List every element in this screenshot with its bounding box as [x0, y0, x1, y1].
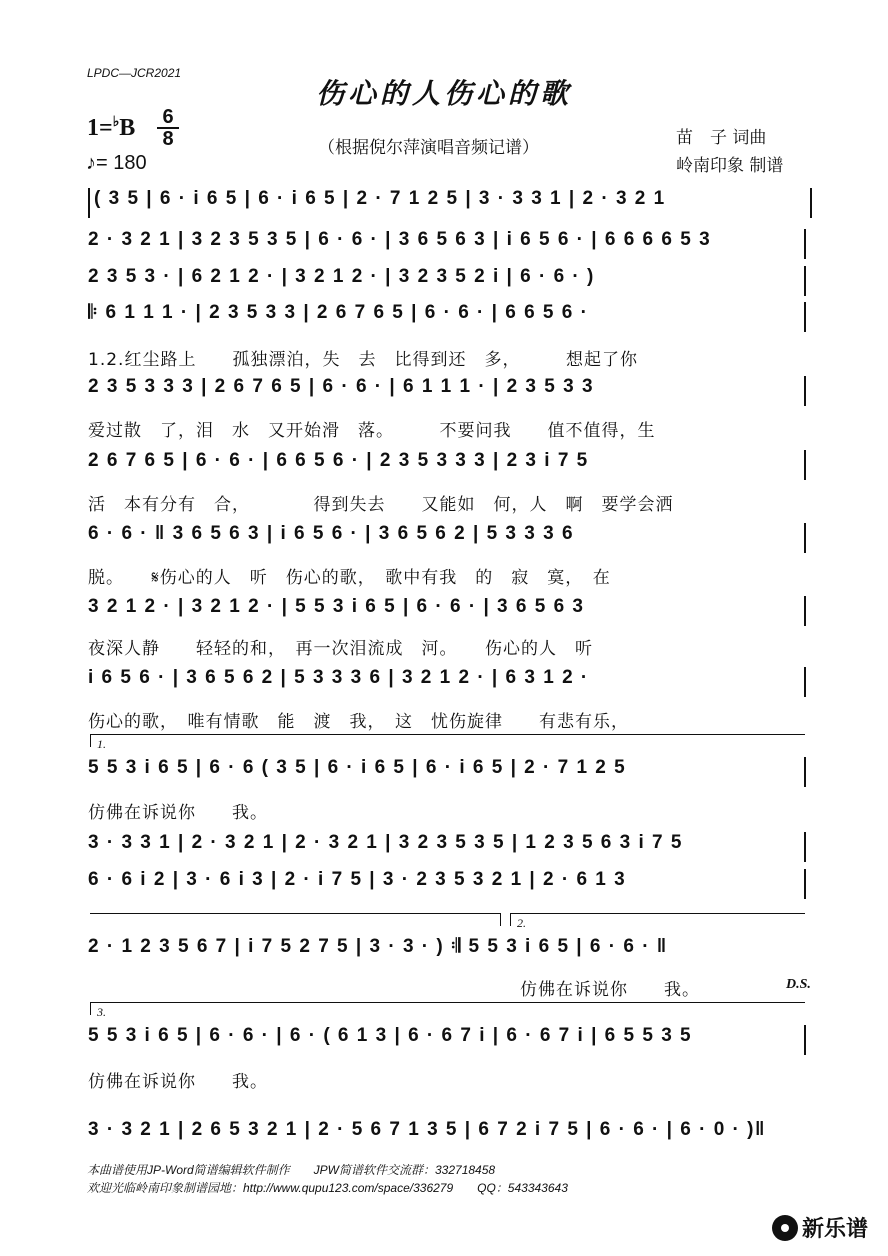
key-prefix: 1= — [87, 115, 113, 141]
volta-bracket-1-end — [90, 913, 501, 926]
lyric-line-7: 仿佛在诉说你 我。 — [88, 803, 268, 823]
notation-line-12: 6 · 6 i 2 | 3 · 6 i 3 | 2 · i 7 5 | 3 · 2 3 5 3 2 1 | 2 · 6 1 3 — [88, 869, 806, 899]
notation-line-4: 𝄆 6 1 1 1 · | 2 3 5 3 3 | 2 6 7 6 5 | 6 · 6 · | 6 6 5 6 · — [88, 302, 806, 332]
arranger-credit: 岭南印象 制谱 — [676, 156, 784, 176]
volta-bracket-3 — [90, 1002, 805, 1019]
volta-label-1: 1. — [97, 737, 106, 751]
lyric-line-5: 夜深人静 轻轻的和， 再一次泪流成 河。 伤心的人 听 — [88, 639, 593, 659]
volta-bracket-1 — [90, 734, 805, 751]
notation-line-11: 3 · 3 3 1 | 2 · 3 2 1 | 2 · 3 2 1 | 3 2 3 5 3 5 | 1 2 3 5 6 3 i 7 5 — [88, 832, 806, 862]
tempo-marking: ♪= 180 — [86, 152, 147, 174]
lyric-line-9: 仿佛在诉说你 我。 — [88, 1072, 268, 1092]
notation-line-13: 2 · 1 2 3 5 6 7 | i 7 5 2 7 5 | 3 · 3 · ) 𝄇 5 5 3 i 6 5 | 6 · 6 · ‖ — [88, 936, 668, 957]
volta-label-3: 3. — [97, 1005, 106, 1019]
notation-line-7: 6 · 6 · ‖ 3 6 5 6 3 | i 6 5 6 · | 3 6 5 6 2 | 5 3 3 3 6 — [88, 523, 806, 553]
time-signature — [157, 108, 179, 148]
flat-sign: ♭ — [112, 115, 120, 130]
score-code: LPDC—JCR2021 — [87, 66, 182, 80]
dal-segno-mark: D.S. — [786, 977, 811, 992]
brand-logo — [772, 1212, 868, 1243]
notation-line-15: 3 · 3 2 1 | 2 6 5 3 2 1 | 2 · 5 6 7 1 3 5 | 6 7 2 i 7 5 | 6 · 6 · | 6 · 0 · )‖ — [88, 1119, 766, 1140]
notation-line-9: i 6 5 6 · | 3 6 5 6 2 | 5 3 3 3 6 | 3 2 1 2 · | 6 3 1 2 · — [88, 667, 806, 697]
notation-line-10: 5 5 3 i 6 5 | 6 · 6 ( 3 5 | 6 · i 6 5 | 6 · i 6 5 | 2 · 7 1 2 5 — [88, 757, 806, 787]
footer-website-note: 欢迎光临岭南印象制谱园地：http://www.qupu123.com/space/336279 QQ：543343643 — [87, 1181, 568, 1195]
footer-software-note: 本曲谱使用JP-Word简谱编辑软件制作 JPW简谱软件交流群：332718458 — [87, 1163, 496, 1177]
key-signature — [87, 114, 135, 142]
meter-top: 6 — [162, 106, 174, 128]
meter-bottom: 8 — [162, 128, 174, 150]
brand-name: 新乐谱 — [802, 1217, 869, 1242]
notation-line-14: 5 5 3 i 6 5 | 6 · 6 · | 6 · ( 6 1 3 | 6 · 6 7 i | 6 · 6 7 i | 6 5 5 3 5 — [88, 1025, 806, 1055]
notation-line-1: ( 3 5 | 6 · i 6 5 | 6 · i 6 5 | 2 · 7 1 2 5 | 3 · 3 3 1 | 2 · 3 2 1 — [88, 188, 812, 218]
song-title: 伤心的人伤心的歌 — [315, 77, 572, 110]
notation-line-5: 2 3 5 3 3 3 | 2 6 7 6 5 | 6 · 6 · | 6 1 1 1 · | 2 3 5 3 3 — [88, 376, 806, 406]
subtitle: （根据倪尔萍演唱音频记谱） — [318, 138, 539, 158]
lyric-line-8: 仿佛在诉说你 我。 — [520, 980, 700, 1000]
lyricist-credit: 苗 子 词曲 — [676, 128, 767, 148]
notation-line-8: 3 2 1 2 · | 3 2 1 2 · | 5 5 3 i 6 5 | 6 · 6 · | 3 6 5 6 3 — [88, 596, 806, 626]
volta-label-2: 2. — [517, 916, 526, 930]
record-disc-icon — [772, 1215, 798, 1241]
notation-line-2: 2 · 3 2 1 | 3 2 3 5 3 5 | 6 · 6 · | 3 6 5 6 3 | i 6 5 6 · | 6 6 6 6 5 3 — [88, 229, 806, 259]
lyric-line-1: 1.2.红尘路上 孤独漂泊，失 去 比得到还 多， 想起了你 — [88, 350, 638, 370]
volta-bracket-2 — [510, 913, 805, 930]
notation-line-3: 2 3 5 3 · | 6 2 1 2 · | 3 2 1 2 · | 3 2 3 5 2 i | 6 · 6 · ) — [88, 266, 806, 296]
lyric-line-6: 伤心的歌， 唯有情歌 能 渡 我， 这 忧伤旋律 有悲有乐， — [88, 712, 629, 732]
lyric-line-4: 脱。 𝄋伤心的人 听 伤心的歌， 歌中有我 的 寂 寞， 在 — [88, 568, 611, 588]
notation-line-6: 2 6 7 6 5 | 6 · 6 · | 6 6 5 6 · | 2 3 5 3 3 3 | 2 3 i 7 5 — [88, 450, 806, 480]
key-note: B — [119, 115, 136, 141]
lyric-line-2: 爱过散 了，泪 水 又开始滑 落。 不要问我 值不值得，生 — [88, 421, 656, 441]
lyric-line-3: 活 本有分有 合， 得到失去 又能如 何，人 啊 要学会洒 — [88, 495, 674, 515]
